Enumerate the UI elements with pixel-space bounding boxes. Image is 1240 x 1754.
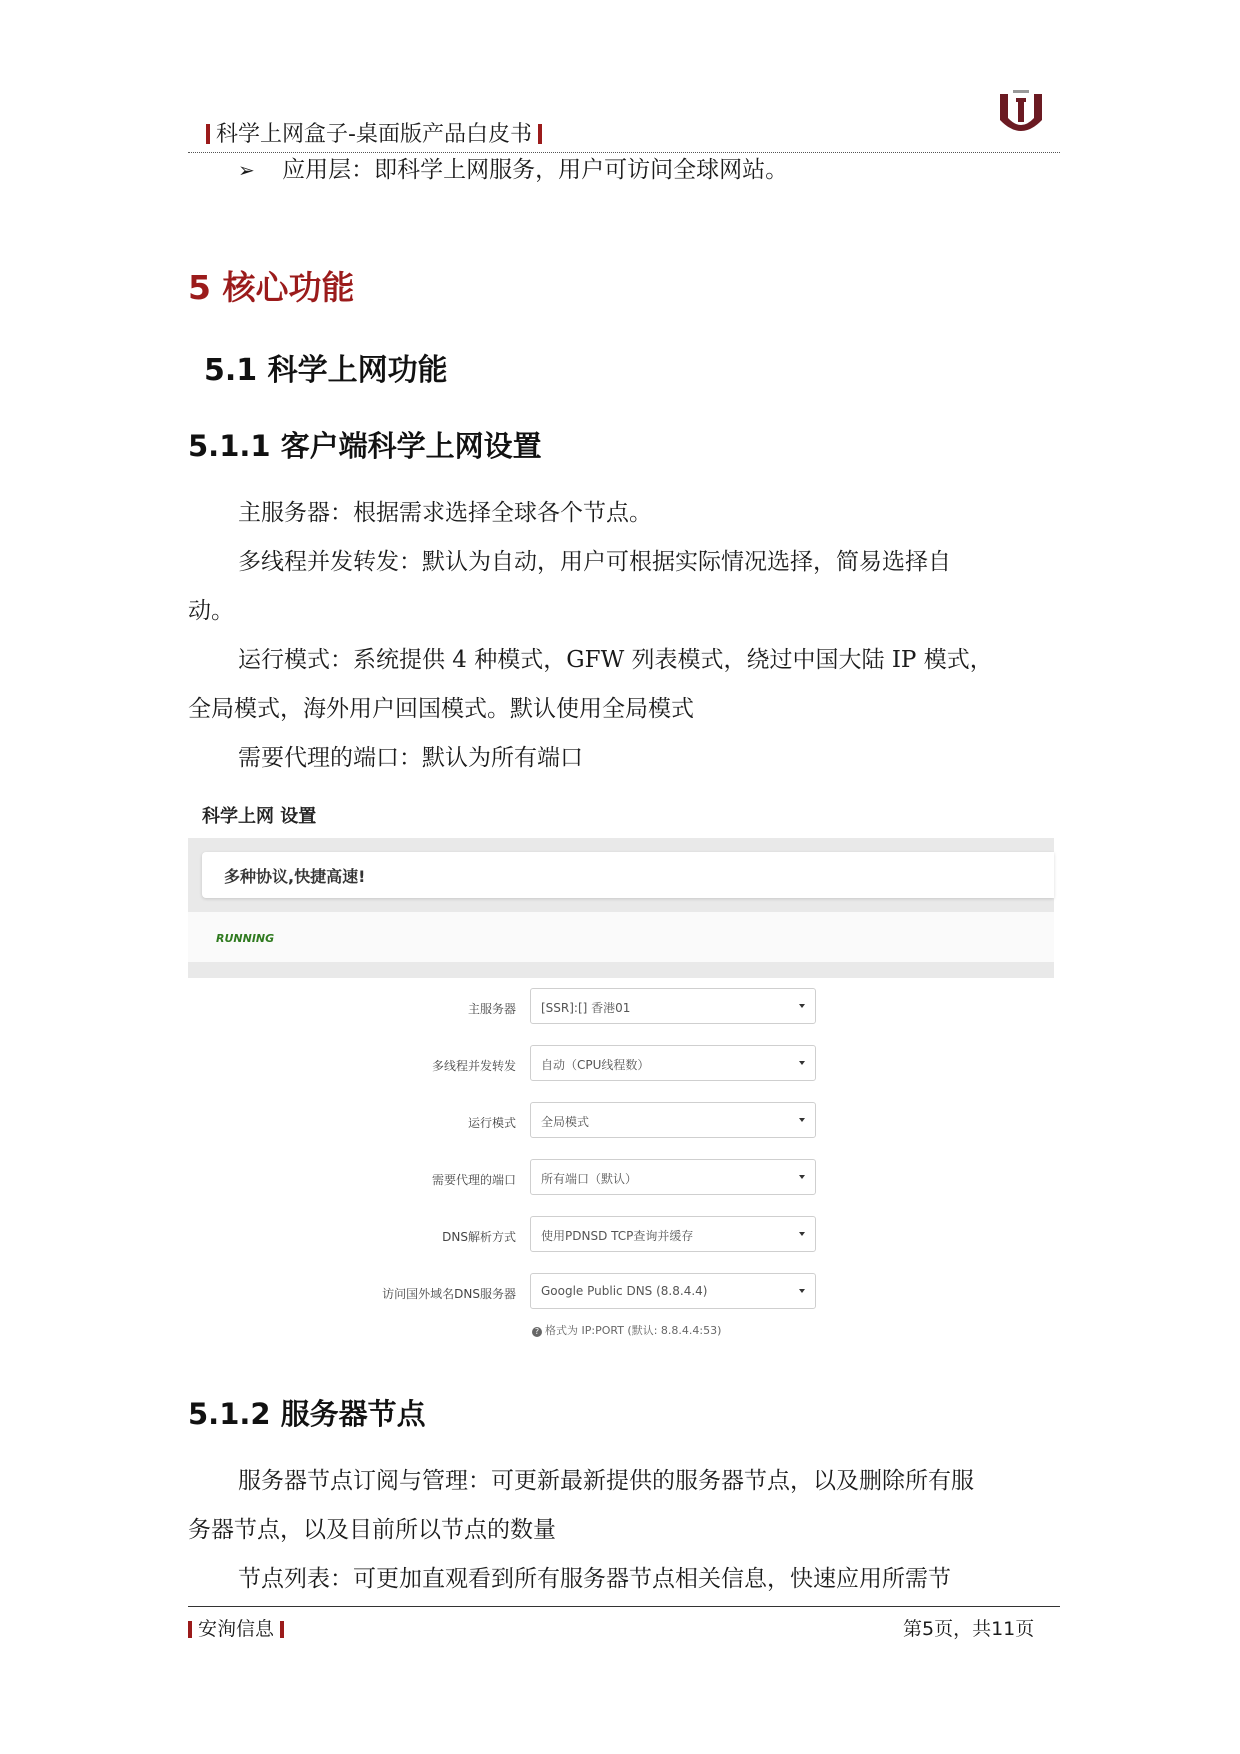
proxy-ports-select[interactable]: 所有端口（默认） [530,1159,816,1195]
field-label-dns-method: DNS解析方式 [442,1230,516,1244]
chevron-down-icon [799,1004,805,1008]
heading-client-settings: 5.1.1 客户端科学上网设置 [188,429,542,463]
paragraph-run-mode-line2: 全局模式，海外用户回国模式。默认使用全局模式 [188,696,694,722]
footer-company: 安洵信息 [188,1614,290,1641]
paragraph-node-list: 节点列表：可更加直观看到所有服务器节点相关信息，快速应用所需节 [238,1566,951,1592]
chevron-down-icon [799,1118,805,1122]
paragraph-node-subscribe-line1: 服务器节点订阅与管理：可更新最新提供的服务器节点，以及删除所有服 [238,1468,974,1494]
question-icon: ? [532,1327,542,1337]
settings-panel-title: 科学上网 设置 [202,806,317,827]
paragraph-proxy-ports: 需要代理的端口：默认为所有端口 [238,745,583,771]
field-label-proxy-ports: 需要代理的端口 [431,1173,516,1187]
heading-core-features: 5 核心功能 [188,268,355,307]
dns-method-select[interactable]: 使用PDNSD TCP查询并缓存 [530,1216,816,1252]
paragraph-run-mode-line1: 运行模式：系统提供 4 种模式，GFW 列表模式，绕过中国大陆 IP 模式， [238,647,993,673]
paragraph-multithread-line2: 动。 [188,598,234,624]
field-label-run-mode: 运行模式 [467,1116,516,1130]
header-bar-right [538,124,542,144]
field-label-multithread: 多线程并发转发 [431,1059,516,1073]
header-bar-left [206,124,210,144]
heading-science-internet: 5.1 科学上网功能 [204,353,448,388]
running-status-badge: RUNNING [216,932,275,945]
arrow-bullet-icon: ➢ [238,158,255,182]
field-label-foreign-dns: 访问国外域名DNS服务器 [382,1287,516,1301]
chevron-down-icon [799,1061,805,1065]
chevron-down-icon [799,1232,805,1236]
chevron-down-icon [799,1175,805,1179]
multithread-select[interactable]: 自动（CPU线程数） [530,1045,816,1081]
chevron-down-icon [799,1289,805,1293]
main-server-select[interactable]: [SSR]:[] 香港01 [530,988,816,1024]
paragraph-multithread-line1: 多线程并发转发：默认为自动，用户可根据实际情况选择，简易选择自 [238,549,951,575]
paragraph-node-subscribe-line2: 务器节点，以及目前所以节点的数量 [188,1517,556,1543]
heading-server-nodes: 5.1.2 服务器节点 [188,1397,426,1431]
footer-bar-left [188,1621,192,1638]
dns-format-hint: ? 格式为 IP:PORT (默认: 8.8.4.4:53) [532,1322,721,1338]
footer-bar-right [280,1621,284,1638]
footer-divider [188,1606,1060,1607]
paragraph-main-server: 主服务器：根据需求选择全球各个节点。 [238,500,652,526]
run-mode-select[interactable]: 全局模式 [530,1102,816,1138]
document-header-title: 科学上网盒子-桌面版产品白皮书 [200,117,548,148]
field-label-main-server: 主服务器 [467,1002,516,1016]
bullet-item: ➢ 应用层：即科学上网服务，用户可访问全球网站。 [238,157,789,183]
settings-banner: 多种协议,快捷高速! [202,852,1054,898]
company-logo-icon [996,88,1046,138]
foreign-dns-select[interactable]: Google Public DNS (8.8.4.4) [530,1273,816,1309]
status-strip [188,912,1054,962]
footer-page-number: 第5页，共11页 [903,1618,1035,1640]
